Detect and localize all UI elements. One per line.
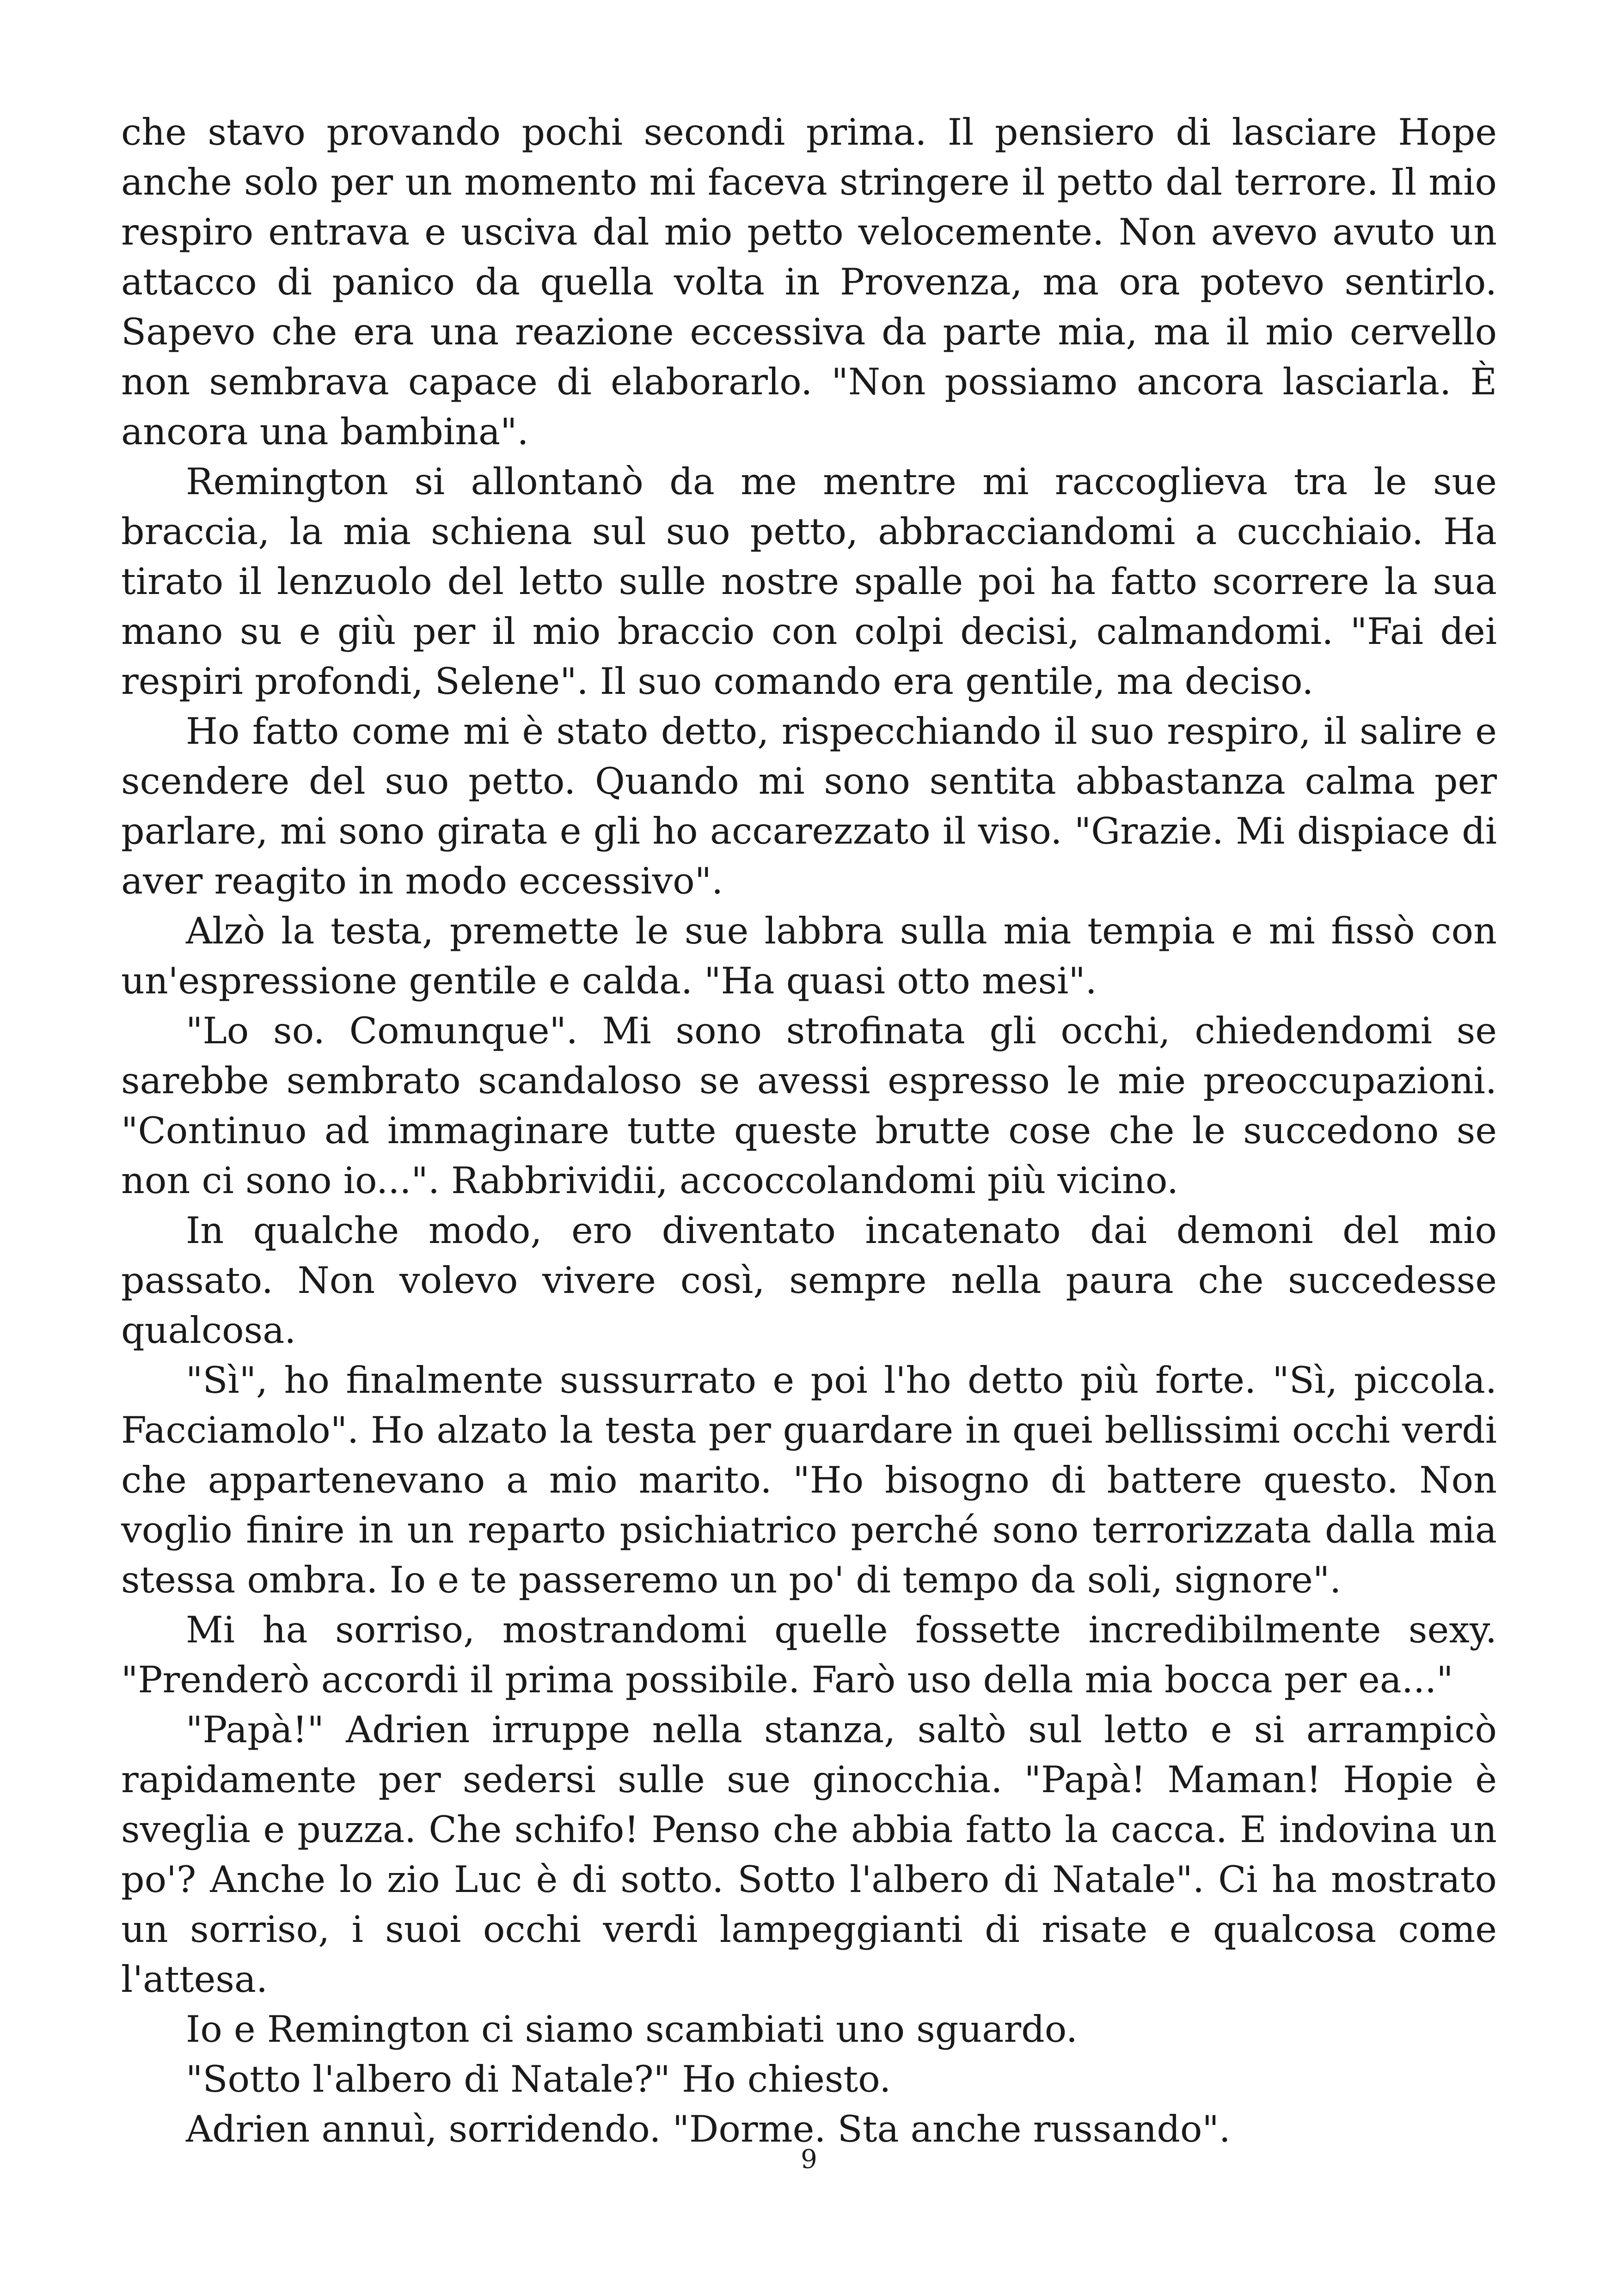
paragraph-10: Io e Remington ci siamo scambiati uno sguardo. (186, 2008, 1078, 2051)
paragraph-2: Remington si allontanò da me mentre mi raccoglieva tra le sue braccia, la mia schiena sul suo petto, abbracciandomi a cucchiaio. Ha tirato il lenzuolo del letto sulle nostre spalle poi ha fatto scorrere la sua mano su e giù per il mio braccio con colpi decisi, calmandomi. "Fai dei respiri profondi, Selene". Il suo comando era gentile, ma deciso. (121, 460, 1497, 703)
paragraph-6: In qualche modo, ero diventato incatenato dai demoni del mio passato. Non volevo vivere così, sempre nella paura che succedesse qualcosa. (121, 1209, 1497, 1352)
paragraph-8: Mi ha sorriso, mostrandomi quelle fossette incredibilmente sexy. "Prenderò accordi il prima possibile. Farò uso della mia bocca per ea..." (121, 1609, 1497, 1701)
page-number: 9 (801, 2144, 817, 2174)
paragraph-1: che stavo provando pochi secondi prima. Il pensiero di lasciare Hope anche solo per un momento mi faceva stringere il petto dal terrore. Il mio respiro entrava e usciva dal mio petto velocemente. Non avevo avuto un attacco di panico da quella volta in Provenza, ma ora potevo sentirlo. Sapevo che era una reazione eccessiva da parte mia, ma il mio cervello non sembrava capace di elaborarlo. "Non possiamo ancora lasciarla. È ancora una bambina". (121, 111, 1497, 453)
paragraph-11: "Sotto l'albero di Natale?" Ho chiesto. (186, 2058, 891, 2100)
page-body (121, 107, 1497, 2154)
paragraph-9: "Papà!" Adrien irruppe nella stanza, saltò sul letto e si arrampicò rapidamente per sedersi sulle sue ginocchia. "Papà! Maman! Hopie è sveglia e puzza. Che schifo! Penso che abbia fatto la cacca. E indovina un po'? Anche lo zio Luc è di sotto. Sotto l'albero di Natale". Ci ha mostrato un sorriso, i suoi occhi verdi lampeggianti di risate e qualcosa come l'attesa. (121, 1708, 1497, 2001)
paragraph-12: Adrien annuì, sorridendo. "Dorme. Sta anche russando". (186, 2108, 1231, 2150)
paragraph-7: "Sì", ho finalmente sussurrato e poi l'ho detto più forte. "Sì, piccola. Facciamolo". Ho alzato la testa per guardare in quei bellissimi occhi verdi che appartenevano a mio marito. "Ho bisogno di battere questo. Non voglio finire in un reparto psichiatrico perché sono terrorizzata dalla mia stessa ombra. Io e te passeremo un po' di tempo da soli, signore". (121, 1359, 1497, 1601)
paragraph-4: Alzò la testa, premette le sue labbra sulla mia tempia e mi fissò con un'espressione gentile e calda. "Ha quasi otto mesi". (121, 910, 1497, 1002)
paragraph-5: "Lo so. Comunque". Mi sono strofinata gli occhi, chiedendomi se sarebbe sembrato scandaloso se avessi espresso le mie preoccupazioni. "Continuo ad immaginare tutte queste brutte cose che le succedono se non ci sono io...". Rabbrividii, accoccolandomi più vicino. (121, 1010, 1497, 1202)
paragraph-3: Ho fatto come mi è stato detto, rispecchiando il suo respiro, il salire e scendere del suo petto. Quando mi sono sentita abbastanza calma per parlare, mi sono girata e gli ho accarezzato il viso. "Grazie. Mi dispiace di aver reagito in modo eccessivo". (121, 710, 1497, 902)
